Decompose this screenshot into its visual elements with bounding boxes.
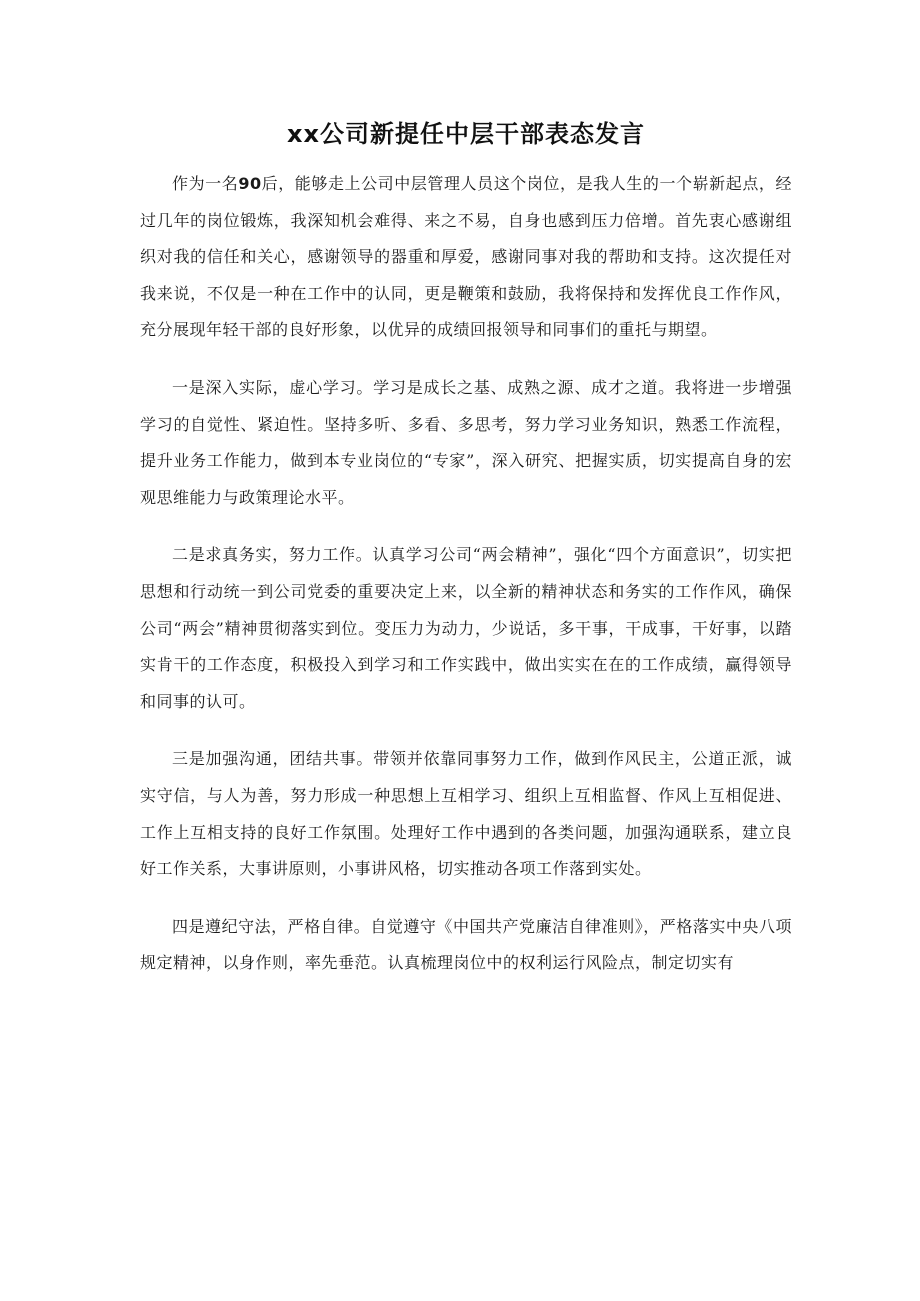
paragraph-point-one: 一是深入实际，虚心学习。学习是成长之基、成熟之源、成才之道。我将进一步增强学习的自觉性、紧迫性。坚持多听、多看、多思考，努力学习业务知识，熟悉工作流程，提升业务工作能力，做到本专业岗位的“专家”，深入研究、把握实质，切实提高自身的宏观思维能力与政策理论水平。: [140, 377, 792, 507]
paragraph-point-three: 三是加强沟通，团结共事。带领并依靠同事努力工作，做到作风民主，公道正派，诚实守信，与人为善，努力形成一种思想上互相学习、组织上互相监督、作风上互相促进、工作上互相支持的良好工作氛围。处理好工作中遇到的各类问题，加强沟通联系，建立良好工作关系，大事讲原则，小事讲风格，切实推动各项工作落到实处。: [140, 749, 792, 879]
document-body: [140, 166, 792, 982]
paragraph-point-two: 二是求真务实，努力工作。认真学习公司“两会精神”，强化“四个方面意识”，切实把思想和行动统一到公司党委的重要决定上来，以全新的精神状态和务实的工作作风，确保公司“两会”精神贯彻落实到位。变压力为动力，少说话，多干事，干成事，干好事，以踏实肯干的工作态度，积极投入到学习和工作实践中，做出实实在在的工作成绩，赢得领导和同事的认可。: [140, 545, 792, 711]
paragraph-intro-prefix: 作为一名: [172, 174, 239, 193]
paragraph-intro: [140, 166, 792, 349]
paragraph-intro-number: 90: [238, 174, 262, 193]
paragraph-intro-text: 后，能够走上公司中层管理人员这个岗位，是我人生的一个崭新起点，经过几年的岗位锻炼，我深知机会难得、来之不易，自身也感到压力倍增。首先衷心感谢组织对我的信任和关心，感谢领导的器重和厚爱，感谢同事对我的帮助和支持。这次提任对我来说，不仅是一种在工作中的认同，更是鞭策和鼓励，我将保持和发挥优良工作作风，充分展现年轻干部的良好形象，以优异的成绩回报领导和同事们的重托与期望。: [140, 174, 792, 340]
paragraph-point-four: 四是遵纪守法，严格自律。自觉遵守《中国共产党廉洁自律准则》，严格落实中央八项规定精神，以身作则，率先垂范。认真梳理岗位中的权利运行风险点，制定切实有: [140, 916, 792, 973]
document-title: xx公司新提任中层干部表态发言: [287, 120, 645, 148]
document-page: [140, 112, 792, 1003]
